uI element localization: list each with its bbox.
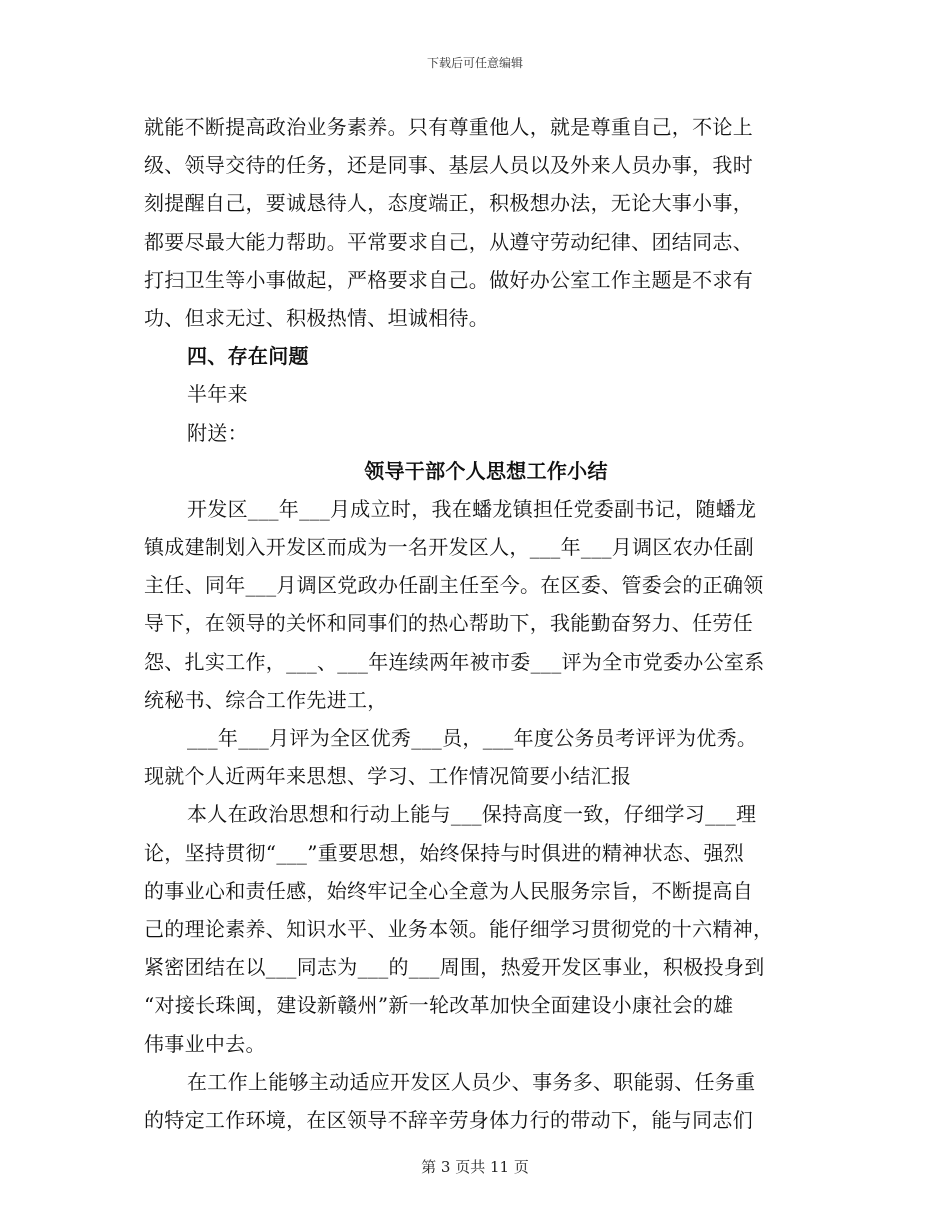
page-footer: 第 3 页共 11 页 (421, 1158, 529, 1176)
paragraph-line: 论，坚持贯彻“___”重要思想，始终保持与时俱进的精神状态、强烈 (144, 840, 745, 865)
paragraph-line: 导下，在领导的关怀和同事们的热心帮助下，我能勤奋努力、任劳任 (144, 611, 753, 636)
paragraph-line: 在工作上能够主动适应开发区人员少、事务多、职能弱、任务重 (187, 1069, 756, 1094)
paragraph-line: 伟事业中去。 (144, 1031, 266, 1056)
paragraph-line: 级、领导交待的任务，还是同事、基层人员以及外来人员办事，我时 (144, 153, 753, 178)
paragraph-line: 的特定工作环境，在区领导不辞辛劳身体力行的带动下，能与同志们 (144, 1107, 753, 1132)
page-header: 下载后可任意编辑 (426, 56, 523, 70)
paragraph-line: 就能不断提高政治业务素养。只有尊重他人，就是尊重自己，不论上 (144, 115, 753, 139)
document-title: 领导干部个人思想工作小结 (364, 458, 608, 483)
paragraph-line: ___年___月评为全区优秀___员，___年度公务员考评评为优秀。 (187, 726, 758, 750)
paragraph-line: 功、但求无过、积极热情、坦诚相待。 (144, 305, 490, 330)
paragraph-line: 现就个人近两年来思想、学习、工作情况简要小结汇报 (144, 764, 632, 789)
document-body (144, 108, 808, 1139)
paragraph-line: 己的理论素养、知识水平、业务本领。能仔细学习贯彻党的十六精神， (144, 916, 774, 941)
paragraph-line: 半年来 (187, 382, 248, 407)
paragraph-line: 开发区___年___月成立时，我在蟠龙镇担任党委副书记，随蟠龙 (187, 496, 757, 521)
paragraph-line: 都要尽最大能力帮助。平常要求自己，从遵守劳动纪律、团结同志、 (144, 229, 753, 254)
paragraph-line: 统秘书、综合工作先进工， (144, 687, 388, 712)
paragraph-line: 打扫卫生等小事做起，严格要求自己。做好办公室工作主题是不求有 (144, 267, 753, 292)
section-heading: 四、存在问题 (187, 344, 309, 369)
paragraph-line: 本人在政治思想和行动上能与___保持高度一致，仔细学习___理 (187, 802, 757, 827)
paragraph-line: 刻提醒自己，要诚恳待人，态度端正，积极想办法，无论大事小事， (144, 191, 753, 216)
paragraph-line: 镇成建制划入开发区而成为一名开发区人，___年___月调区农办任副 (144, 535, 754, 560)
paragraph-line: “对接长珠闽，建设新赣州”新一轮改革加快全面建设小康社会的雄 (144, 993, 734, 1018)
paragraph-line: 附送： (187, 420, 248, 445)
paragraph-line: 怨、扎实工作，___、___年连续两年被市委___评为全市党委办公室系 (144, 649, 765, 674)
paragraph-line: 的事业心和责任感，始终牢记全心全意为人民服务宗旨，不断提高自 (144, 878, 753, 903)
paragraph-line: 主任、同年___月调区党政办任副主任至今。在区委、管委会的正确领 (144, 573, 764, 598)
paragraph-line: 紧密团结在以___同志为___的___周围，热爱开发区事业，积极投身到 (144, 955, 765, 980)
